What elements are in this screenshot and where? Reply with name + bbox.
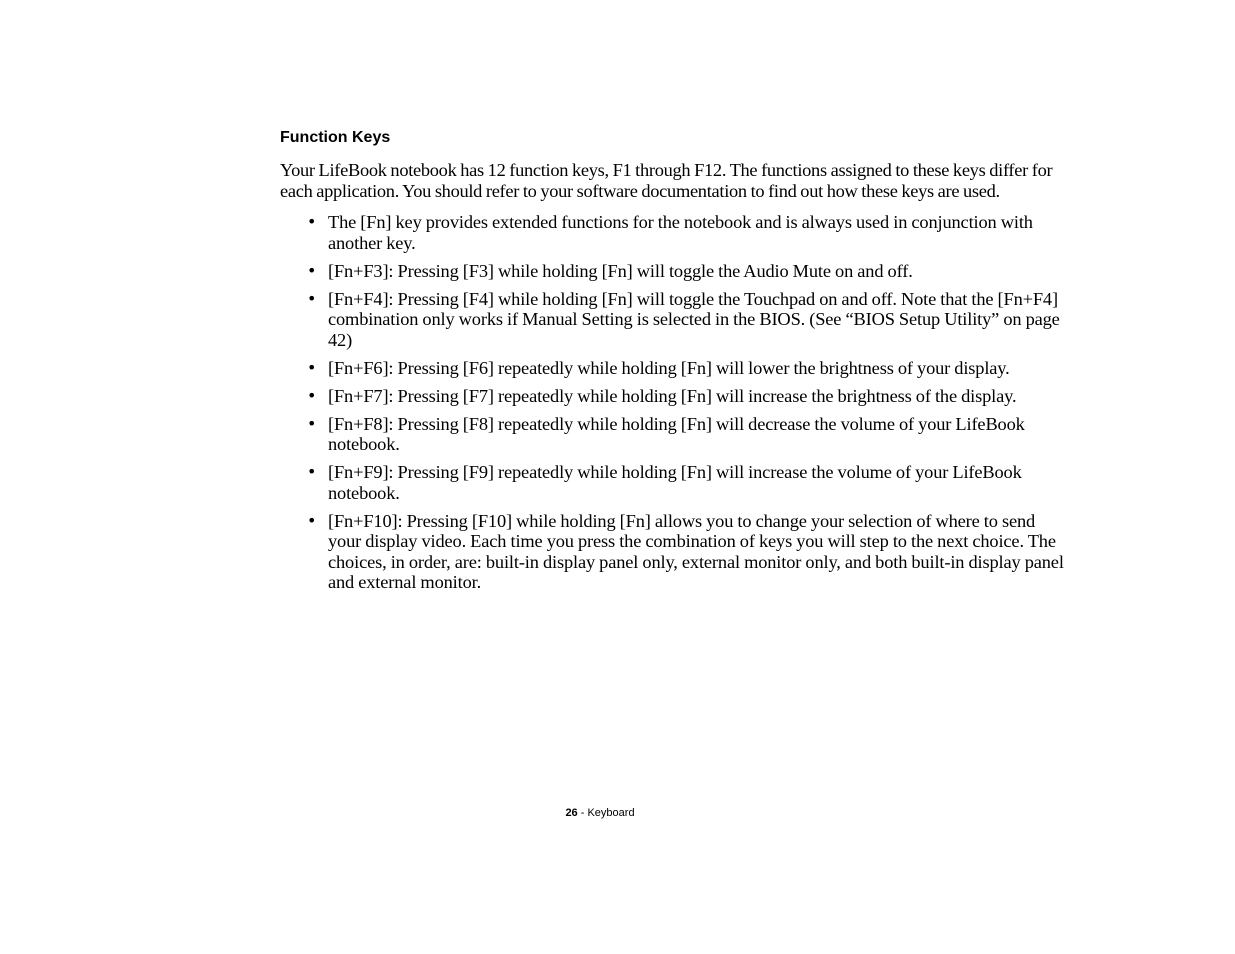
list-item — [280, 358, 1070, 379]
bullet-icon: • — [307, 357, 317, 377]
bullet-icon: • — [307, 385, 317, 405]
list-item — [280, 261, 1070, 282]
list-item-text: [Fn+F9]: Pressing [F9] repeatedly while holding [Fn] will increase the volume of your LifeBook notebook. — [328, 462, 1022, 503]
list-item-text: [Fn+F10]: Pressing [F10] while holding [Fn] allows you to change your selection of where to send your display video. Each time you press the combination of keys you will step to the next choice. The choices, in order, are: built-in display panel only, external monitor only, and both built-in display panel and external monitor. — [328, 510, 1064, 592]
bullet-icon: • — [307, 413, 317, 433]
list-item — [280, 414, 1070, 455]
bullet-icon: • — [307, 212, 317, 231]
list-item-text: [Fn+F4]: Pressing [F4] while holding [Fn] will toggle the Touchpad on and off. Note that the [Fn+F4] combination only works if Manual Setting is selected in the BIOS. (See “BIOS Setup Utility” on page 42) — [328, 288, 1060, 350]
list-item-text: [Fn+F6]: Pressing [F6] repeatedly while holding [Fn] will lower the brightness of your display. — [328, 357, 1010, 378]
list-item-text: [Fn+F7]: Pressing [F7] repeatedly while holding [Fn] will increase the brightness of the display. — [328, 385, 1017, 406]
page-number: 26 — [565, 807, 578, 819]
footer-separator: - — [577, 807, 588, 819]
function-keys-section — [280, 128, 1070, 600]
list-item-text: [Fn+F3]: Pressing [F3] while holding [Fn] will toggle the Audio Mute on and off. — [328, 260, 913, 281]
function-key-list — [280, 212, 1070, 593]
bullet-icon: • — [307, 462, 317, 481]
section-heading: Function Keys — [280, 129, 391, 146]
bullet-icon: • — [307, 260, 317, 280]
page-footer — [0, 806, 1200, 820]
bullet-icon: • — [307, 288, 317, 308]
list-item-text: [Fn+F8]: Pressing [F8] repeatedly while holding [Fn] will decrease the volume of your LifeBook notebook. — [328, 413, 1025, 454]
bullet-icon: • — [307, 510, 317, 530]
intro-paragraph: Your LifeBook notebook has 12 function keys, F1 through F12. The functions assigned to these keys differ for each application. You should refer to your software documentation to find out how these keys are used. — [280, 160, 1053, 201]
list-item — [280, 462, 1070, 503]
chapter-name: Keyboard — [587, 807, 635, 819]
list-item — [280, 289, 1070, 351]
list-item-text: The [Fn] key provides extended functions for the notebook and is always used in conjunction with another key. — [328, 212, 1033, 253]
list-item — [280, 212, 1070, 253]
list-item — [280, 386, 1070, 407]
list-item — [280, 511, 1070, 593]
